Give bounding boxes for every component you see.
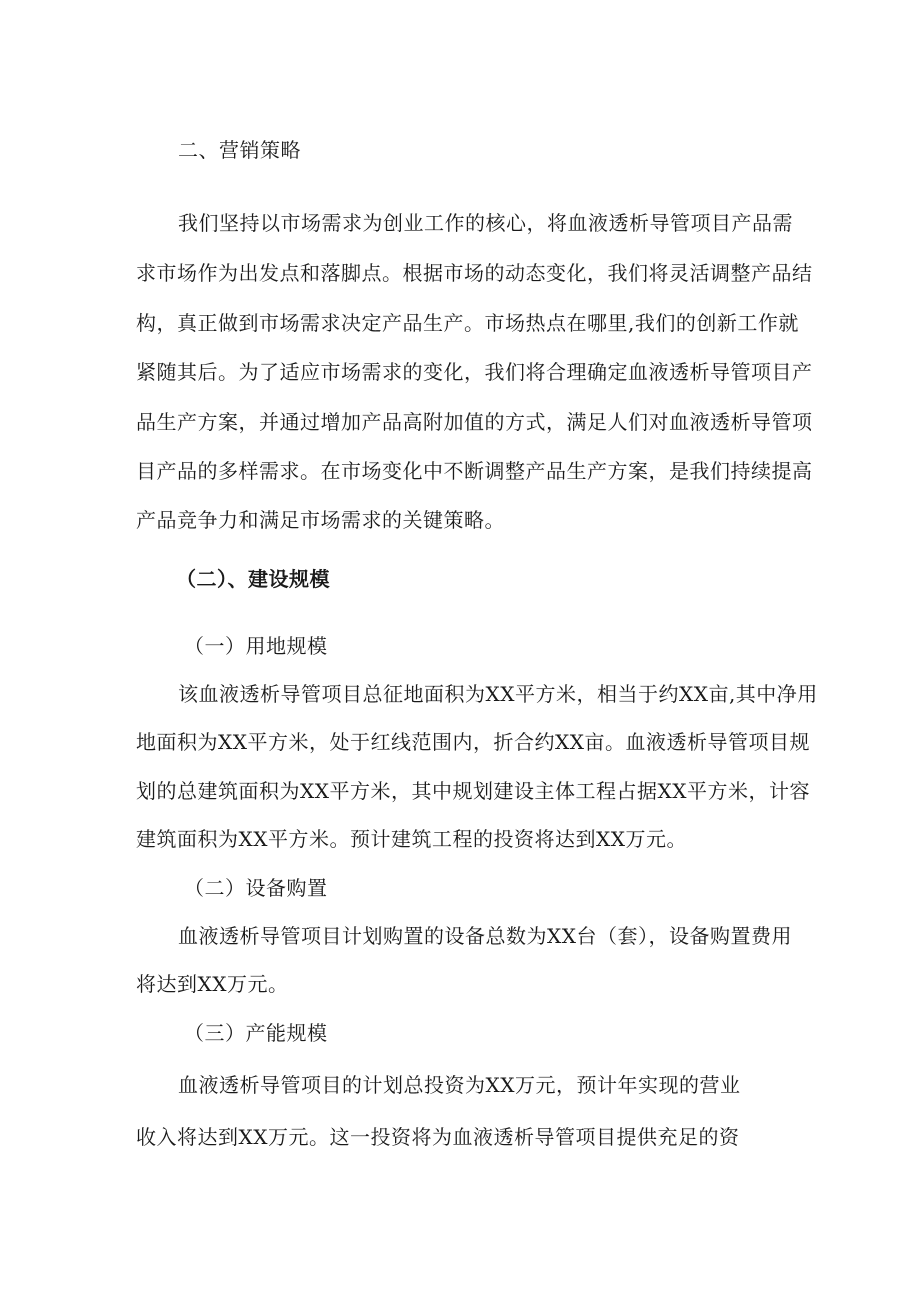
paragraph-line: 构，真正做到市场需求决定产品生产。市场热点在哪里,我们的创新工作就 bbox=[136, 311, 799, 335]
section-heading-construction-scale: （二）、建设规模 bbox=[176, 567, 330, 591]
paragraph-line: 产品竞争力和满足市场需求的关键策略。 bbox=[136, 508, 505, 532]
paragraph-line: 地面积为XX平方米，处于红线范围内，折合约XX亩。血液透析导管项目规 bbox=[136, 730, 810, 754]
section-heading-marketing: 二、营销策略 bbox=[178, 138, 301, 162]
paragraph-line: 划的总建筑面积为XX平方米，其中规划建设主体工程占据XX平方米，计容 bbox=[136, 779, 810, 803]
paragraph-line: 将达到XX万元。 bbox=[136, 972, 289, 996]
paragraph-line: 血液透析导管项目的计划总投资为XX万元，预计年实现的营业 bbox=[178, 1073, 741, 1097]
sub-heading-equipment: （二）设备购置 bbox=[184, 876, 328, 900]
paragraph-line: 求市场作为出发点和落脚点。根据市场的动态变化，我们将灵活调整产品结 bbox=[136, 261, 813, 285]
paragraph-line: 该血液透析导管项目总征地面积为XX平方米，相当于约XX亩,其中净用 bbox=[178, 682, 818, 706]
paragraph-line: 目产品的多样需求。在市场变化中不断调整产品生产方案，是我们持续提高 bbox=[136, 459, 813, 483]
sub-heading-land-scale: （一）用地规模 bbox=[184, 634, 328, 658]
paragraph-line: 我们坚持以市场需求为创业工作的核心，将血液透析导管项目产品需 bbox=[178, 211, 793, 235]
paragraph-line: 收入将达到XX万元。这一投资将为血液透析导管项目提供充足的资 bbox=[136, 1125, 740, 1149]
paragraph-line: 紧随其后。为了适应市场需求的变化，我们将合理确定血液透析导管项目产 bbox=[136, 360, 813, 384]
paragraph-line: 品生产方案，并通过增加产品高附加值的方式，满足人们对血液透析导管项 bbox=[136, 410, 813, 434]
paragraph-line: 建筑面积为XX平方米。预计建筑工程的投资将达到XX万元。 bbox=[136, 827, 687, 851]
sub-heading-capacity: （三）产能规模 bbox=[184, 1021, 328, 1045]
paragraph-line: 血液透析导管项目计划购置的设备总数为XX台（套），设备购置费用 bbox=[178, 924, 792, 948]
